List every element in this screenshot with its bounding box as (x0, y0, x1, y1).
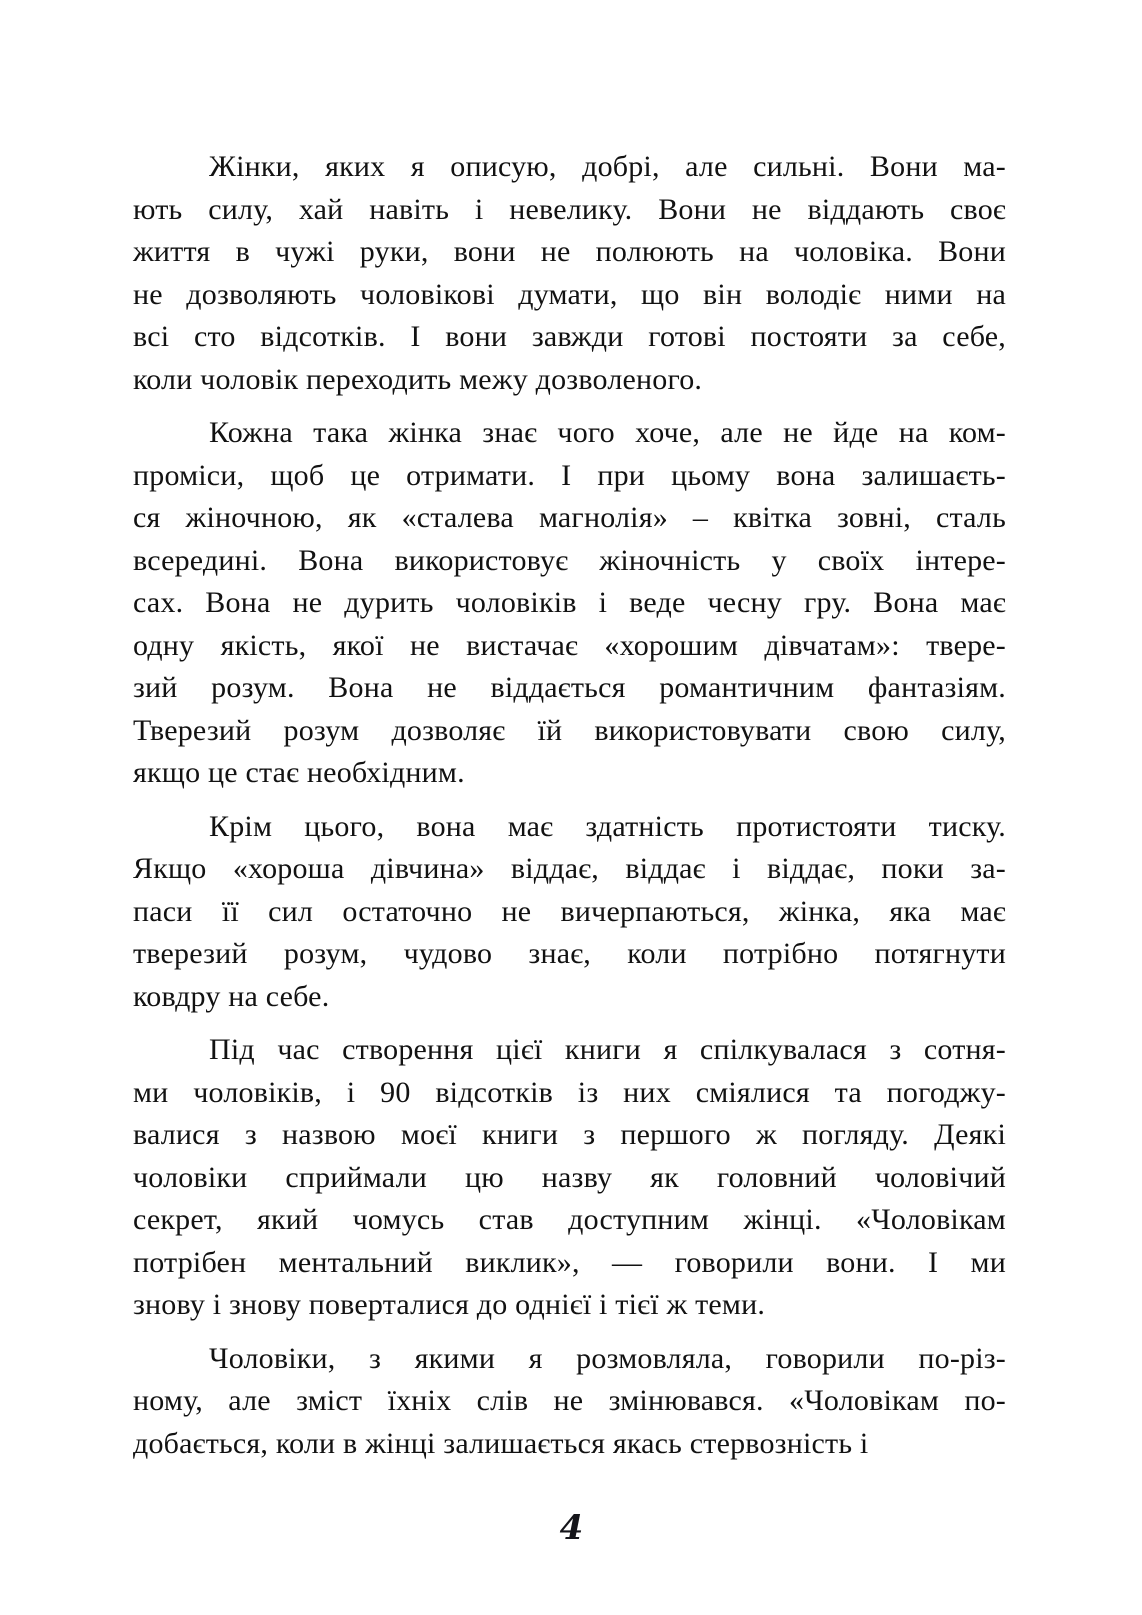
text-line: Жінки, яких я описую, добрі, але сильні. Вони ма- (209, 150, 1006, 183)
page-number: 4 (559, 1508, 583, 1548)
text-line: ють силу, хай навіть і невелику. Вони не віддають своє (133, 192, 1006, 226)
text-line: коли чоловік переходить межу дозволеного. (133, 362, 703, 396)
paragraph (133, 146, 1006, 401)
paragraph (133, 1338, 1006, 1466)
text-line: проміси, щоб це отримати. І при цьому вона залишаєть- (133, 458, 1006, 492)
text-line: Чоловіки, з якими я розмовляла, говорили по-різ- (209, 1341, 1006, 1375)
text-line: сах. Вона не дурить чоловіків і веде чесну гру. Вона має (133, 586, 1006, 619)
text-line: Під час створення цієї книги я спілкувалася з сотня- (209, 1033, 1006, 1066)
text-line: валися з назвою моєї книги з першого ж погляду. Деякі (133, 1118, 1006, 1151)
text-line: секрет, який чомусь став доступним жінці. «Чоловікам (133, 1203, 1006, 1236)
text-line: зий розум. Вона не віддається романтичним фантазіям. (133, 671, 1006, 704)
text-line: всередині. Вона використовує жіночність у своїх інтере- (133, 543, 1006, 577)
text-line: Якщо «хороша дівчина» віддає, віддає і віддає, поки за- (133, 852, 1006, 885)
text-line: одну якість, якої не вистачає «хорошим дівчатам»: твере- (133, 628, 1006, 662)
paragraph (133, 412, 1006, 795)
text-line: чоловіки сприймали цю назву як головний чоловічий (133, 1160, 1006, 1194)
text-line: всі сто відсотків. І вони завжди готові постояти за себе, (133, 320, 1006, 353)
text-line: Кожна така жінка знає чого хоче, але не йде на ком- (209, 416, 1006, 449)
text-line: ми чоловіків, і 90 відсотків із них сміялися та погоджу- (133, 1075, 1006, 1109)
text-line: Тверезий розум дозволяє їй використовувати свою силу, (133, 713, 1006, 747)
text-line: життя в чужі руки, вони не полюють на чоловіка. Вони (133, 235, 1006, 268)
text-line: Крім цього, вона має здатність протистояти тиску. (209, 809, 1006, 843)
text-line: ковдру на себе. (133, 979, 330, 1013)
text-line: знову і знову поверталися до однієї і тієї ж теми. (133, 1288, 766, 1321)
text-line: якщо це стає необхідним. (133, 756, 465, 789)
text-line: добається, коли в жінці залишається якась стервозність і (133, 1426, 869, 1460)
paragraph (133, 1029, 1006, 1327)
text-line: тверезий розум, чудово знає, коли потрібно потягнути (133, 937, 1006, 970)
text-line: не дозволяють чоловікові думати, що він володіє ними на (133, 277, 1006, 311)
text-line: потрібен ментальний виклик», — говорили вони. І ми (133, 1245, 1006, 1279)
text-line: ся жіночною, як «сталева магнолія» – квітка зовні, сталь (133, 501, 1006, 534)
text-line: паси її сил остаточно не вичерпаються, жінка, яка має (133, 894, 1006, 928)
paragraph (133, 806, 1006, 1019)
text-line: ному, але зміст їхніх слів не змінювався. «Чоловікам по- (133, 1384, 1006, 1417)
text-block (133, 146, 1006, 1476)
